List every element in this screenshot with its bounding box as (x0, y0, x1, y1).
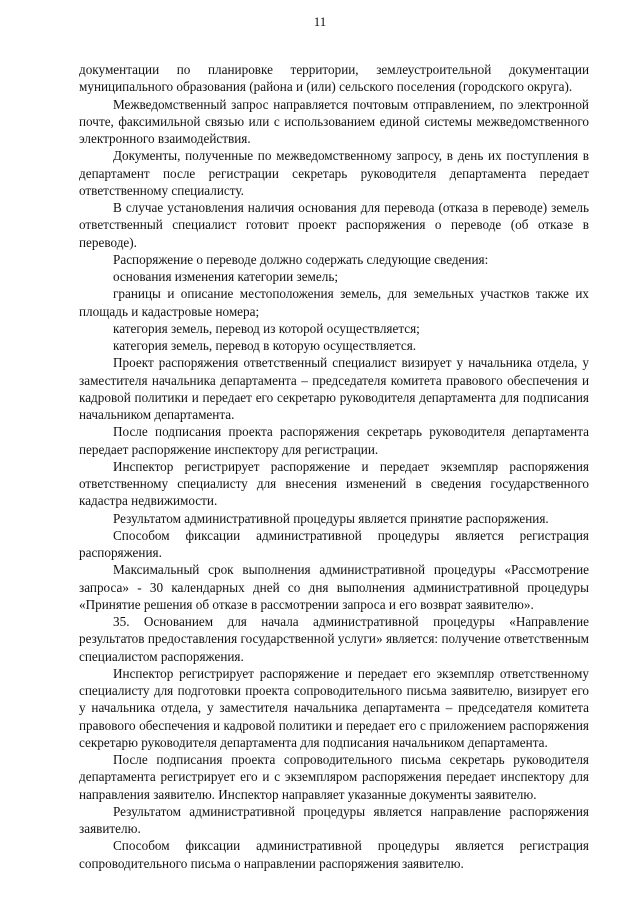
paragraph: Распоряжение о переводе должно содержать следующие сведения: (113, 251, 489, 267)
page-number: 11 (313, 14, 327, 29)
paragraph: В случае установления наличия основания для перевода (отказа в переводе) земель ответственный специалист готовит проект распоряжения о переводе (об отказе в переводе). (79, 200, 589, 250)
paragraph: После подписания проекта сопроводительного письма секретарь руководителя департамента регистрирует его и с экземпляром распоряжения передает инспектору для направления заявителю. Инспектор направляет указанные документы заявителю. (79, 752, 589, 802)
list-item: основания изменения категории земель; (113, 269, 339, 284)
paragraph: Результатом административной процедуры является принятие распоряжения. (113, 510, 549, 526)
paragraph: После подписания проекта распоряжения секретарь руководителя департамента передает распоряжение инспектору для регистрации. (79, 424, 589, 457)
paragraph: Результатом административной процедуры является направление распоряжения заявителю. (79, 803, 589, 836)
list-item: категория земель, перевод в которую осуществляется. (113, 338, 417, 353)
paragraph: Максимальный срок выполнения административной процедуры «Рассмотрение запроса» - 30 календарных дней со дня выполнения административной процедуры «Принятие решения об отказе в рассмотрении запроса и его возврат заявителю». (79, 562, 589, 612)
document-body (79, 61, 589, 872)
paragraph: Проект распоряжения ответственный специалист визирует у начальника отдела, у заместителя начальника департамента – председателя комитета правового обеспечения и кадровой политики и передает его секретарю руководителя департамента для подписания начальником департамента. (79, 355, 589, 422)
paragraph: Документы, полученные по межведомственному запросу, в день их поступления в департамент после регистрации секретарь руководителя департамента передает ответственному специалисту. (79, 148, 589, 198)
paragraph: Инспектор регистрирует распоряжение и передает его экземпляр ответственному специалисту для подготовки проекта сопроводительного письма заявителю, визирует его у начальника отдела, у заместителя начальника департамента – председателя комитета правового обеспечения и кадровой политики и передает его с приложением распоряжения секретарю руководителя департамента для подписания начальником департамента. (79, 665, 589, 750)
paragraph: Способом фиксации административной процедуры является регистрация распоряжения. (79, 527, 589, 560)
paragraph: Межведомственный запрос направляется почтовым отправлением, по электронной почте, факсимильной связью или с использованием единой системы межведомственного электронного взаимодействия. (79, 96, 589, 146)
paragraph: Способом фиксации административной процедуры является регистрация сопроводительного письма о направлении распоряжения заявителю. (79, 838, 589, 871)
list-item: категория земель, перевод из которой осуществляется; (113, 320, 420, 336)
paragraph-continuation: документации по планировке территории, землеустроительной документации муниципального образования (района и (или) сельского поселения (городского округа). (79, 62, 589, 95)
paragraph-item-35: 35. Основанием для начала административной процедуры «Направление результатов предоставления государственной услуги» является: получение ответственным специалистом распоряжения. (79, 614, 589, 664)
paragraph: Инспектор регистрирует распоряжение и передает экземпляр распоряжения ответственному специалисту для внесения изменений в сведения государственного кадастра недвижимости. (79, 458, 589, 509)
list-item: границы и описание местоположения земель, для земельных участков также их площадь и кадастровые номера; (79, 286, 589, 319)
